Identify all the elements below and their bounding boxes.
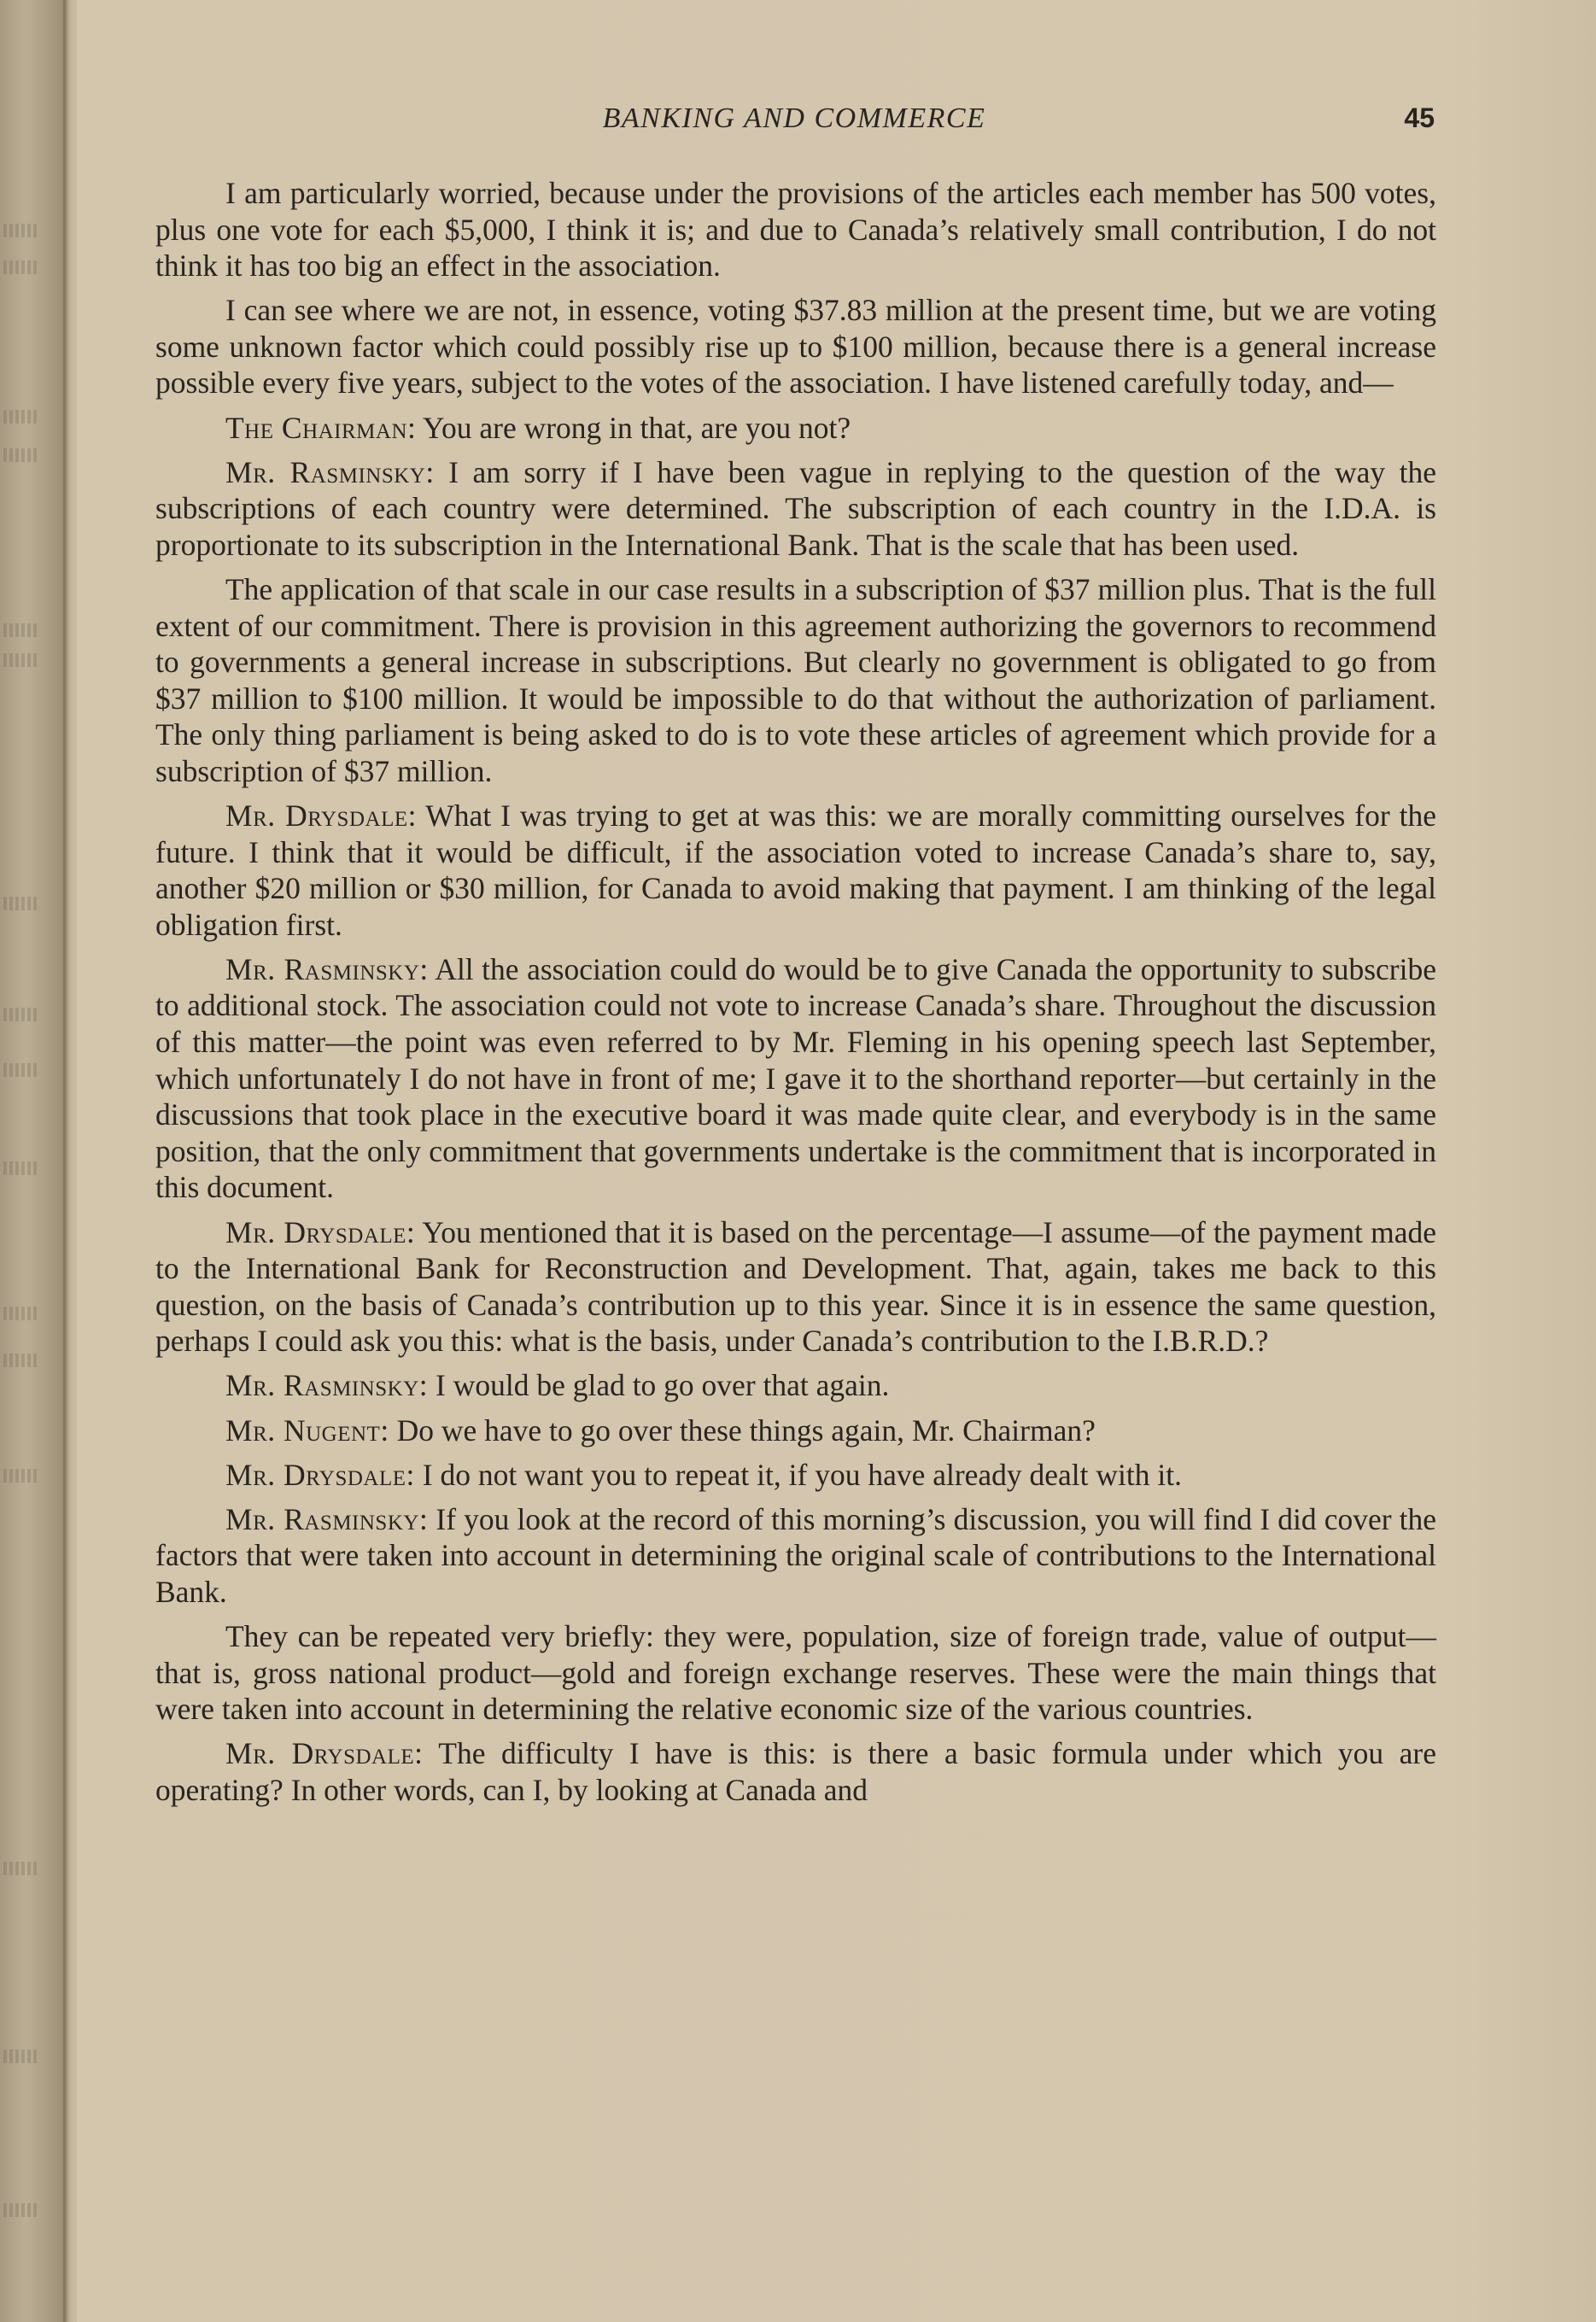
paragraph-text: I do not want you to repeat it, if you have already dealt with it. xyxy=(414,1457,1182,1492)
gutter-fold-line xyxy=(63,0,66,2322)
show-through-mark xyxy=(3,653,38,667)
show-through-mark xyxy=(3,410,38,424)
show-through-mark xyxy=(3,1307,38,1320)
paragraph-text: I am sorry if I have been vague in replying to the question of the way the subscriptions of each country were determined. The subscription of each country in the I.D.A. is proportionate to its subscription in the International Bank. That is the scale that has been used. xyxy=(155,454,1436,562)
show-through-mark xyxy=(3,2050,38,2063)
show-through-mark xyxy=(3,1862,38,1875)
body-text xyxy=(155,175,1436,1816)
paragraph-text: The difficulty I have is this: is there a basic formula under which you are operating? In other words, can I, by looking at Canada and xyxy=(155,1736,1436,1807)
speaker-name: The Chairman: xyxy=(225,410,417,445)
paragraph xyxy=(155,571,1436,790)
paragraph xyxy=(155,1367,1436,1404)
show-through-mark xyxy=(3,1161,38,1175)
speaker-name: Mr. Rasminsky: xyxy=(225,1368,429,1403)
paragraph xyxy=(155,1618,1436,1728)
paragraph xyxy=(155,175,1436,284)
paragraph xyxy=(155,798,1436,943)
paragraph xyxy=(155,1214,1436,1360)
speaker-name: Mr. Drysdale: xyxy=(225,798,417,833)
speaker-name: Mr. Drysdale: xyxy=(225,1214,416,1249)
paragraph-text: Do we have to go over these things again, Mr. Chairman? xyxy=(389,1413,1096,1448)
page-number: 45 xyxy=(1404,102,1435,133)
paragraph-text: They can be repeated very briefly: they were, population, size of foreign trade, value of output—that is, gross national product—gold and foreign exchange reserves. These were the main things that were taken into account in determining the relative economic size of the various countries. xyxy=(155,1618,1436,1727)
paragraph-text: You are wrong in that, are you not? xyxy=(416,410,851,445)
speaker-name: Mr. Drysdale: xyxy=(225,1736,424,1771)
paragraph-text: What I was trying to get at was this: we are morally committing ourselves for the future. I think that it would be difficult, if the association voted to increase Canada’s share to, say, another $20 million or $30 million, for Canada to avoid making that payment. I am thinking of the legal obligation first. xyxy=(155,798,1436,942)
paragraph xyxy=(155,410,1436,447)
paragraph-text: The application of that scale in our case results in a subscription of $37 million plus. That is the full extent of our commitment. There is provision in this agreement authorizing the governors to recommend to governments a general increase in subscriptions. But clearly no government is obligated to go from $37 million to $100 million. It would be impossible to do that without the authorization of parliament. The only thing parliament is being asked to do is to vote these articles of agreement which provide for a subscription of $37 million. xyxy=(155,571,1436,788)
speaker-name: Mr. Rasminsky: xyxy=(225,1501,429,1536)
paragraph-text: All the association could do would be to give Canada the opportunity to subscribe to additional stock. The association could not vote to increase Canada’s share. Throughout the discussion of this matter—the point was even referred to by Mr. Fleming in his opening speech last September, which unfortunately I do not have in front of me; I gave it to the shorthand reporter—but certainly in the discussions that took place in the executive board it was made quite clear, and everybody is in the same position, that the only commitment that governments undertake is the commitment that is incorporated in this document. xyxy=(155,951,1436,1205)
paragraph-text: I am particularly worried, because under the provisions of the articles each member has 500 votes, plus one vote for each $5,000, I think it is; and due to Canada’s relatively small contribution, I do not think it has too big an effect in the association. xyxy=(155,176,1436,284)
show-through-mark xyxy=(3,897,38,910)
paragraph xyxy=(155,1413,1436,1449)
show-through-mark xyxy=(3,1469,38,1483)
speaker-name: Mr. Rasminsky: xyxy=(225,951,429,986)
show-through-mark xyxy=(3,1008,38,1021)
paragraph-text: I would be glad to go over that again. xyxy=(428,1368,890,1403)
show-through-mark xyxy=(3,260,38,274)
paragraph xyxy=(155,1501,1436,1611)
show-through-mark xyxy=(3,224,38,237)
paragraph xyxy=(155,454,1436,564)
paragraph xyxy=(155,1457,1436,1494)
show-through-mark xyxy=(3,1063,38,1077)
running-head: BANKING AND COMMERCE xyxy=(602,102,986,134)
paragraph-text: If you look at the record of this morning’s discussion, you will find I did cover the factors that were taken into account in determining the original scale of contributions to the International Bank. xyxy=(155,1501,1436,1609)
show-through-mark xyxy=(3,623,38,637)
paragraph-text: I can see where we are not, in essence, voting $37.83 million at the present time, but we are voting some unknown factor which could possibly rise up to $100 million, because there is a general increase possible every five years, subject to the votes of the association. I have listened carefully today, and— xyxy=(155,293,1436,401)
paragraph xyxy=(155,292,1436,401)
speaker-name: Mr. Rasminsky: xyxy=(225,454,435,489)
show-through-mark xyxy=(3,2203,38,2217)
paragraph xyxy=(155,951,1436,1206)
show-through-mark xyxy=(3,1354,38,1367)
page-header xyxy=(154,101,1435,138)
speaker-name: Mr. Nugent: xyxy=(225,1413,389,1448)
show-through-mark xyxy=(3,448,38,462)
paragraph xyxy=(155,1735,1436,1808)
paragraph-text: You mentioned that it is based on the percentage—I assume—of the payment made to the International Bank for Reconstruction and Development. That, again, takes me back to this question, on the basis of Canada’s contribution up to this year. Since it is in essence the same question, perhaps I could ask you this: what is the basis, under Canada’s contribution to the I.B.R.D.? xyxy=(155,1214,1436,1359)
speaker-name: Mr. Drysdale: xyxy=(225,1457,415,1492)
